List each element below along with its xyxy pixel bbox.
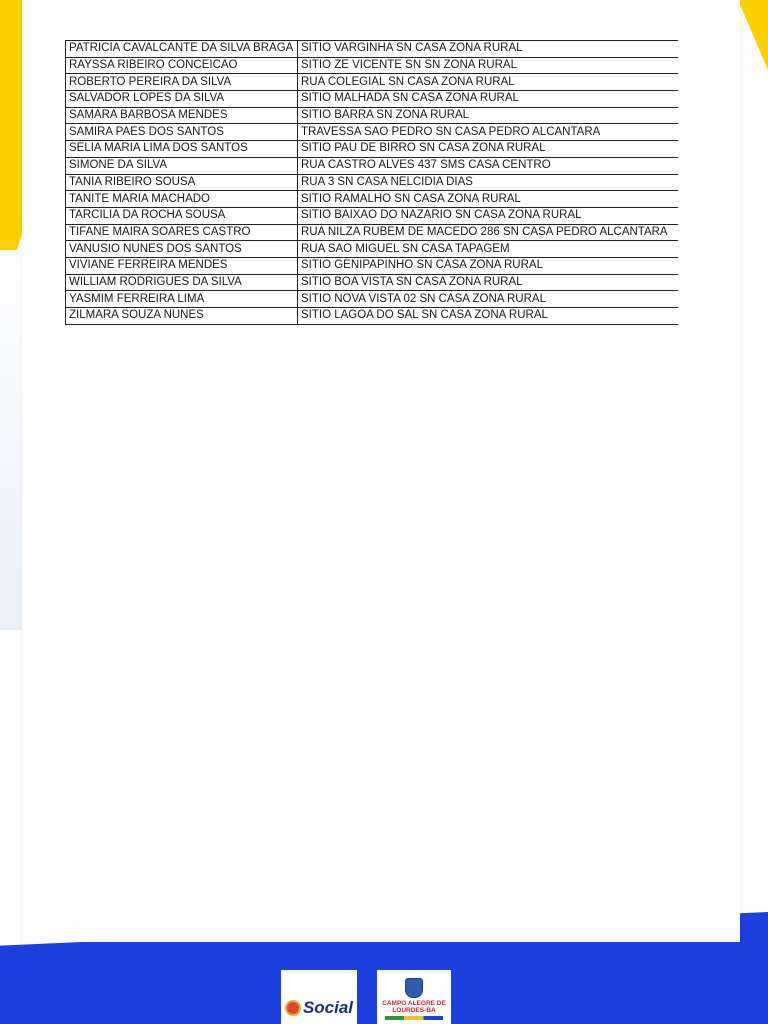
address-cell: SITIO BARRA SN ZONA RURAL (298, 107, 679, 124)
social-logo-label: Social (302, 998, 354, 1017)
table-row (66, 41, 679, 58)
person-name-cell: YASMIM FERREIRA LIMA (66, 291, 298, 308)
person-name-cell: PATRICIA CAVALCANTE DA SILVA BRAGA (66, 41, 298, 58)
decorative-yellow-band-right (738, 0, 768, 70)
address-cell: TRAVESSA SAO PEDRO SN CASA PEDRO ALCANTARA (298, 124, 679, 141)
address-cell: RUA COLEGIAL SN CASA ZONA RURAL (298, 74, 679, 91)
person-name-cell: TIFANE MAIRA SOARES CASTRO (66, 224, 298, 241)
address-cell: RUA SAO MIGUEL SN CASA TAPAGEM (298, 241, 679, 258)
table-row (66, 91, 679, 108)
table-row (66, 257, 679, 274)
social-logo (281, 970, 357, 1024)
table-row (66, 241, 679, 258)
table-row (66, 107, 679, 124)
person-name-cell: TANIA RIBEIRO SOUSA (66, 174, 298, 191)
person-name-cell: SELIA MARIA LIMA DOS SANTOS (66, 141, 298, 158)
table-body (66, 41, 679, 325)
address-cell: SITIO BOA VISTA SN CASA ZONA RURAL (298, 274, 679, 291)
person-name-cell: VANUSIO NUNES DOS SANTOS (66, 241, 298, 258)
person-name-cell: SAMIRA PAES DOS SANTOS (66, 124, 298, 141)
address-cell: SITIO RAMALHO SN CASA ZONA RURAL (298, 191, 679, 208)
address-cell: SITIO GENIPAPINHO SN CASA ZONA RURAL (298, 257, 679, 274)
person-name-cell: ZILMARA SOUZA NUNES (66, 308, 298, 325)
table-row (66, 174, 679, 191)
decorative-band-left (0, 250, 22, 630)
person-name-cell: SALVADOR LOPES DA SILVA (66, 91, 298, 108)
address-cell: RUA CASTRO ALVES 437 SMS CASA CENTRO (298, 157, 679, 174)
person-name-cell: SAMARA BARBOSA MENDES (66, 107, 298, 124)
address-cell: SITIO ZE VICENTE SN SN ZONA RURAL (298, 57, 679, 74)
flag-stripe (385, 1016, 443, 1020)
beneficiary-table (65, 40, 678, 325)
table-row (66, 274, 679, 291)
table-row (66, 141, 679, 158)
table-row (66, 157, 679, 174)
municipal-crest-icon (405, 978, 423, 998)
table-row (66, 191, 679, 208)
table-row (66, 308, 679, 325)
table-row (66, 291, 679, 308)
campo-alegre-logo (377, 970, 451, 1024)
table-row (66, 224, 679, 241)
address-cell: SITIO VARGINHA SN CASA ZONA RURAL (298, 41, 679, 58)
person-name-cell: SIMONE DA SILVA (66, 157, 298, 174)
social-heart-icon (285, 1000, 301, 1016)
person-name-cell: ROBERTO PEREIRA DA SILVA (66, 74, 298, 91)
campo-alegre-logo-label: CAMPO ALEGRE DE LOURDES-BA (382, 1000, 446, 1014)
person-name-cell: TANITE MARIA MACHADO (66, 191, 298, 208)
address-cell: SITIO NOVA VISTA 02 SN CASA ZONA RURAL (298, 291, 679, 308)
person-name-cell: WILLIAM RODRIGUES DA SILVA (66, 274, 298, 291)
address-cell: SITIO BAIXAO DO NAZARIO SN CASA ZONA RURAL (298, 207, 679, 224)
table-row (66, 124, 679, 141)
person-name-cell: TARCILIA DA ROCHA SOUSA (66, 207, 298, 224)
person-name-cell: RAYSSA RIBEIRO CONCEICAO (66, 57, 298, 74)
person-name-cell: VIVIANE FERREIRA MENDES (66, 257, 298, 274)
table-row (66, 74, 679, 91)
table-row (66, 207, 679, 224)
address-cell: RUA 3 SN CASA NELCIDIA DIAS (298, 174, 679, 191)
table-row (66, 57, 679, 74)
address-cell: RUA NILZA RUBEM DE MACEDO 286 SN CASA PEDRO ALCANTARA (298, 224, 679, 241)
address-cell: SITIO LAGOA DO SAL SN CASA ZONA RURAL (298, 308, 679, 325)
address-cell: SITIO PAU DE BIRRO SN CASA ZONA RURAL (298, 141, 679, 158)
address-cell: SITIO MALHADA SN CASA ZONA RURAL (298, 91, 679, 108)
